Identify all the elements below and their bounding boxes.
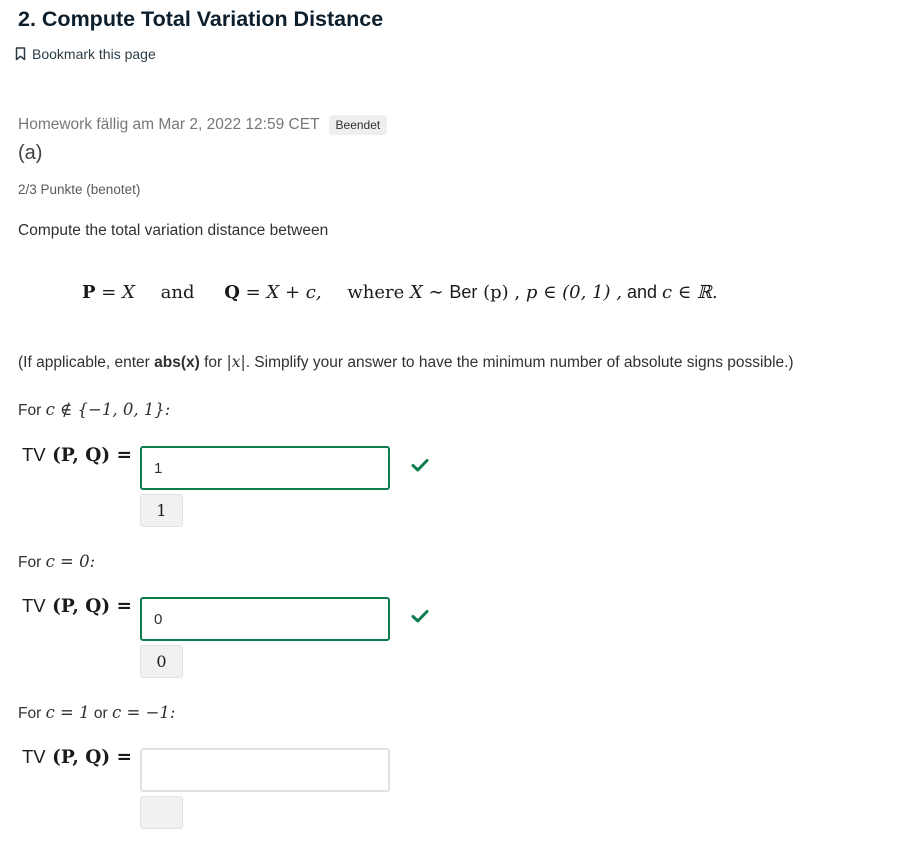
condition-label-3: For c = 1 or c = −1:: [18, 703, 176, 722]
condition-label-2: For c = 0:: [18, 552, 96, 571]
page-title: 2. Compute Total Variation Distance: [18, 7, 384, 31]
answer-preview-2: 0: [140, 645, 183, 678]
input-hint: (If applicable, enter abs(x) for |x|. Simplify your answer to have the minimum number of absolute signs possible.): [18, 353, 794, 371]
abs-code: abs(x): [154, 354, 200, 371]
problem-prompt: Compute the total variation distance between: [18, 222, 329, 239]
tv-label-3: TV (P, Q) =: [22, 746, 133, 768]
part-label: (a): [18, 142, 43, 164]
answer-preview-1: 1: [140, 494, 183, 527]
check-icon: [411, 609, 429, 628]
check-icon: [411, 458, 429, 477]
bookmark-button[interactable]: [15, 46, 156, 62]
status-badge: Beendet: [329, 115, 388, 135]
tv-label-1: TV (P, Q) =: [22, 444, 133, 466]
condition-label-1: For c ∉ {−1, 0, 1}:: [18, 400, 171, 419]
due-date-text: Homework fällig am Mar 2, 2022 12:59 CET: [18, 116, 320, 133]
bookmark-icon: [15, 47, 26, 61]
answer-input-3[interactable]: [140, 748, 390, 792]
problem-equation: P = X and Q = X + c, where X ∼ Ber (p) , p ∈ (0, 1) , and c ∈ ℝ.: [82, 282, 718, 303]
answer-input-1[interactable]: 1: [140, 446, 390, 490]
points-text: 2/3 Punkte (benotet): [18, 182, 141, 197]
answer-preview-3: [140, 796, 183, 829]
tv-label-2: TV (P, Q) =: [22, 595, 133, 617]
answer-input-2[interactable]: 0: [140, 597, 390, 641]
bookmark-label: Bookmark this page: [32, 46, 156, 62]
due-date-line: [18, 115, 387, 135]
